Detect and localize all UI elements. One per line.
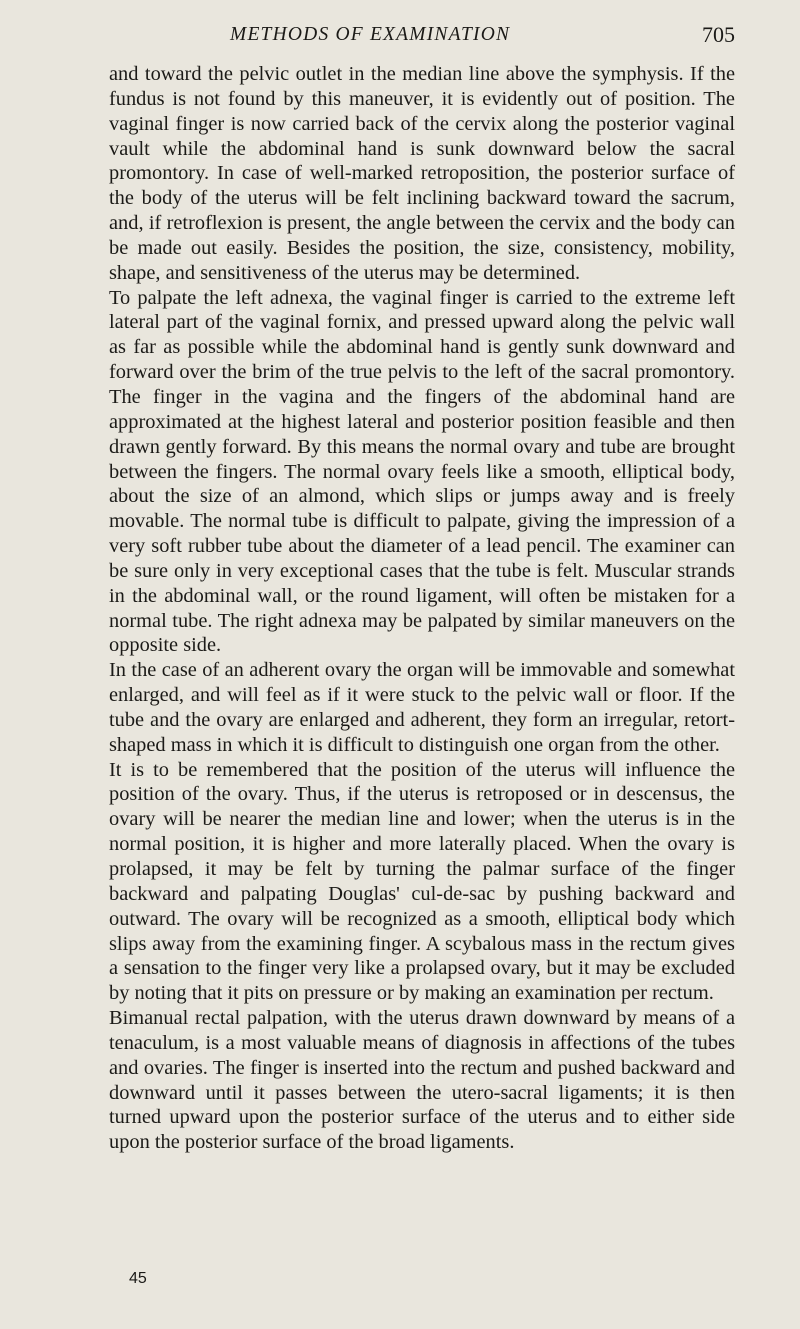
- paragraph-5: Bimanual rectal palpation, with the uterus drawn downward by means of a tenaculum, is a most valuable means of diagnosis in affections of the tubes and ovaries. The finger is inserted into the rectum and pushed backward and downward until it passes between the utero-sacral ligaments; it is then turned upward upon the posterior surface of the uterus and to either side upon the posterior surface of the broad ligaments.: [109, 1007, 735, 1154]
- running-title: METHODS OF EXAMINATION: [230, 24, 511, 45]
- signature-mark: 45: [129, 1270, 147, 1287]
- page-header: [109, 10, 735, 50]
- paragraph-1: and toward the pelvic outlet in the median line above the symphysis. If the fundus is not found by this maneuver, it is evidently out of position. The vaginal finger is now carried back of the cervix along the posterior vaginal vault while the abdominal hand is sunk downward below the sacral promontory. In case of well-marked retroposition, the posterior surface of the body of the uterus will be felt inclining backward toward the sacrum, and, if retroflexion is present, the angle between the cervix and the body can be made out easily. Besides the position, the size, consistency, mobility, shape, and sensitiveness of the uterus may be determined.: [109, 63, 735, 284]
- page-number: 705: [702, 22, 735, 47]
- paragraph-3: In the case of an adherent ovary the organ will be immovable and somewhat enlarged, and will feel as if it were stuck to the pelvic wall or floor. If the tube and the ovary are enlarged and adherent, they form an irregular, retort-shaped mass in which it is difficult to distinguish one organ from the other.: [109, 659, 735, 756]
- body-text: [109, 62, 735, 1155]
- paragraph-4: It is to be remembered that the position of the uterus will influence the position of the ovary. Thus, if the uterus is retroposed or in descensus, the ovary will be nearer the median line and lower; when the uterus is in the normal position, it is higher and more laterally placed. When the ovary is prolapsed, it may be felt by turning the palmar surface of the finger backward and palpating Douglas' cul-de-sac by pushing backward and outward. The ovary will be recognized as a smooth, elliptical body which slips away from the examining finger. A scybalous mass in the rectum gives a sensation to the finger very like a prolapsed ovary, but it may be excluded by noting that it pits on pressure or by making an examination per rectum.: [109, 758, 735, 1005]
- paragraph-2: To palpate the left adnexa, the vaginal finger is carried to the extreme left lateral part of the vaginal fornix, and pressed upward along the pelvic wall as far as possible while the abdominal hand is gently sunk downward and forward over the brim of the true pelvis to the left of the sacral promontory. The finger in the vagina and the fingers of the abdominal hand are approximated at the highest lateral and posterior position feasible and then drawn gently forward. By this means the normal ovary and tube are brought between the fingers. The normal ovary feels like a smooth, elliptical body, about the size of an almond, which slips or jumps away and is freely movable. The normal tube is difficult to palpate, giving the impression of a very soft rubber tube about the diameter of a lead pencil. The examiner can be sure only in very exceptional cases that the tube is felt. Muscular strands in the abdominal wall, or the round ligament, will often be mistaken for a normal tube. The right adnexa may be palpated by similar maneuvers on the opposite side.: [109, 286, 735, 657]
